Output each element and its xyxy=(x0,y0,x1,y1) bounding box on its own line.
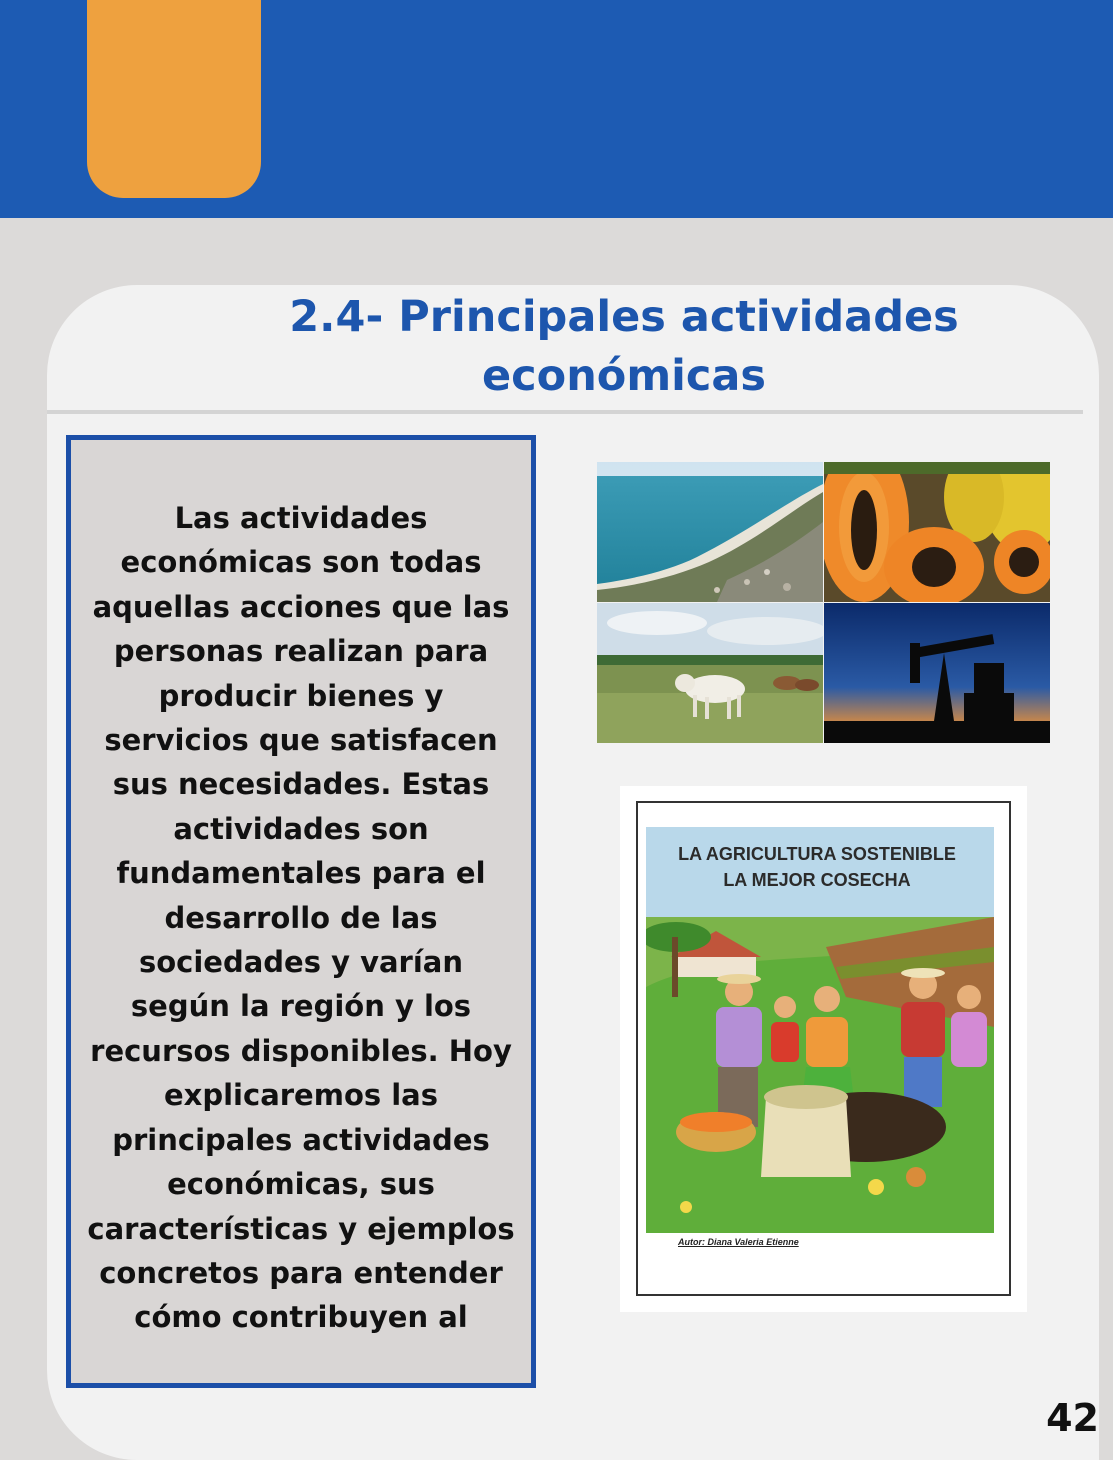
book-cover xyxy=(636,801,1011,1296)
header-tab xyxy=(87,0,261,198)
page-number: 42 xyxy=(1046,1396,1099,1440)
book-title-line2: LA MEJOR COSECHA xyxy=(723,870,911,890)
economic-activities-collage xyxy=(597,462,1050,743)
book-cover-frame xyxy=(620,786,1027,1312)
book-title-line1: LA AGRICULTURA SOSTENIBLE xyxy=(678,844,956,864)
cattle-photo xyxy=(597,603,823,743)
intro-text-box xyxy=(66,435,536,1388)
papaya-photo xyxy=(824,462,1050,602)
title-divider xyxy=(47,410,1083,414)
page-title: 2.4- Principales actividades económicas xyxy=(289,292,959,401)
oil-pump-photo xyxy=(824,603,1050,743)
book-title xyxy=(652,841,982,893)
coastline-photo xyxy=(597,462,823,602)
intro-paragraph: Las actividades económicas son todas aquellas acciones que las personas realizan para producir bienes y servicios que satisfacen sus necesidades. Estas actividades son fundamentales para el desarrollo de las sociedades y varían según la región y los recursos disponibles. Hoy explicaremos las principales actividades económicas, sus características y ejemplos concretos para entender cómo contribuyen al xyxy=(87,501,515,1335)
book-author: Autor: Diana Valeria Etienne xyxy=(678,1237,799,1247)
